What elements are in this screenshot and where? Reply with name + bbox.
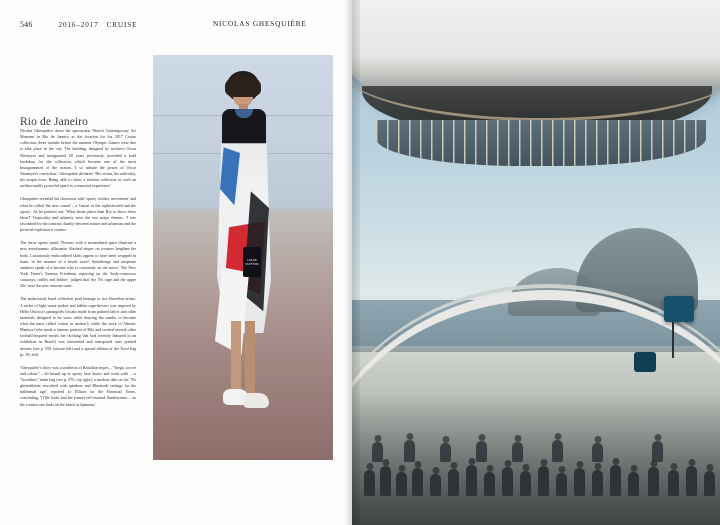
running-head-collection: CRUISE <box>106 21 138 29</box>
model-figure <box>195 71 291 444</box>
stage-light <box>664 296 694 322</box>
running-head-season: 2016–2017 <box>58 21 99 29</box>
body-paragraph: The show opens stand: 'Dresses with a streamlined spirit illustrate a new aerodynamic silhouette. Slashed stripes on trousers lengthen the body. Luxuriously embroidered skirts appear to have been wrapped in haste, in the manner of a beach towel. Stylethongs and neoprene sneakers speak of a heroine who is constantly on the move,' The New York Times's Vanessa Friedman, reporting on the 'body-conscious cutaways, ruffles and leather', judged that 'the 70s cage and the upper 20s' were the new sinuous sonic. <box>20 240 136 289</box>
garment-patch-label: LOUIS VUITTON <box>245 258 259 267</box>
model-leg-left <box>231 321 241 399</box>
body-paragraph: Ghesquière revealed his obsession with 'sporty clothes, movement' and what he called 'the new casual' – a 'fusion of the sophisticated and the sporty'. As he pointed out: 'What better place than Rio to show these ideas?' Tropicality and urbanity were the two major themes. 'I was fascinated by the contrast: duality between nature and urbanism and the pictorial explosion it creates.' <box>20 196 136 233</box>
page-title: Rio de Janeiro <box>20 115 89 128</box>
model-fringe <box>225 75 261 97</box>
runway-photo <box>153 55 333 460</box>
window-mullions <box>376 120 706 166</box>
model-sneaker-right <box>243 393 269 408</box>
audience-crowd <box>352 356 720 496</box>
running-head-designer: NICOLAS GHESQUIÈRE <box>213 20 307 28</box>
model-leg-right <box>245 321 255 399</box>
body-paragraph: Nicolas Ghesquière chose the spectacular Niterói Contemporary Art Museum in Rio de Janeiro as the location for his 2017 Cruise collection, three months before the summer Olympic Games were due to take place in the city. The building, designed by architect Oscar Niemeyer and inaugurated 20 years previously, provided a bold backdrop for the collection, which became one of the most Instagrammed of the season. 'I so admire the power of Oscar Niemeyer's conviction,' Ghesquière declared. 'His vision, his radicality, his utopia even. Being able to show a fashion collection in such an architecturally powerful space is a sensorial experience.' <box>20 128 136 189</box>
right-page-photo <box>352 0 720 525</box>
left-page <box>0 0 352 525</box>
light-stand <box>672 322 674 358</box>
folio-number: 546 <box>20 20 33 29</box>
body-text-column <box>20 128 136 415</box>
body-paragraph: The audaciously hued collection paid homage to two Brazilian artists. A series of light-avant parkas and taffeta cape-dresses was inspired by Hélio Oiticica's parangolés (cloaks made from painted fabric and other materials designed to be worn while dancing the samba, to become what the artist called 'colour in motion'), while the work of Athenic Mantios (who made a famous portrait of Rilz and created several other football-inspired motifs her clothing that had recently featured in an exhibition in Brazil) was reinvented and transposed onto printed dresses (see p. 558, bottom left) and a special edition of the Twist bag (p. 59, left). <box>20 296 136 357</box>
museum-window-band <box>376 120 706 166</box>
body-paragraph: 'Ghesquière's show was a synthesis of Brazilian tropes – "brega, soccer and colour" – all bound up in sporty luxe layers and worn with ... a "boombox" trunk bag (see p. 570, top right), a modern take on the '70s ghettoblaster reworked with speakers and Bluetooth settings for the millennial age,' reported Jo Ellison for the Financial Times, concluding, '[T]he looks had the (same) self-assured flamboyance ... as the women one finds on the beach at Ipanema.' <box>20 364 136 407</box>
